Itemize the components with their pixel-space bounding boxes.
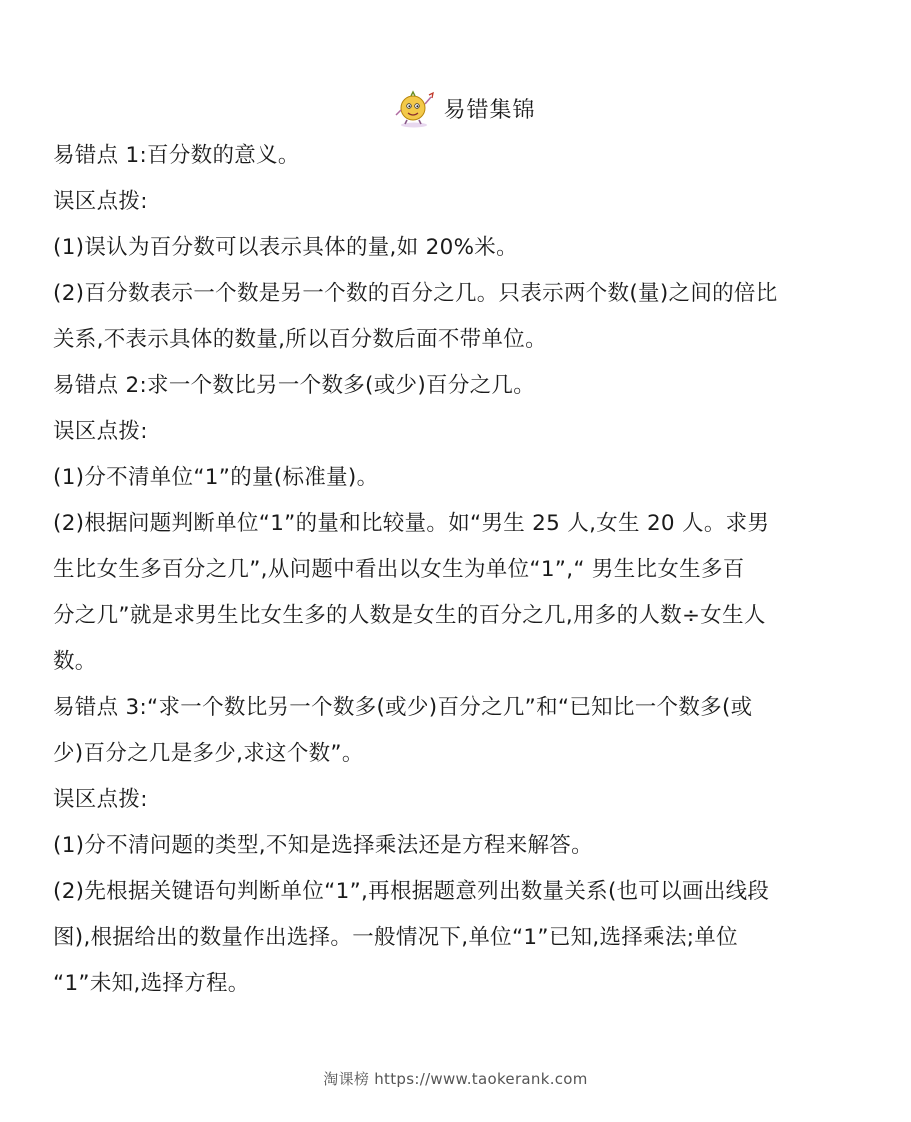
section-header <box>0 86 911 130</box>
text-line: 易错点 2:求一个数比另一个数多(或少)百分之几。 <box>53 373 536 398</box>
text-line: (1)分不清单位“1”的量(标准量)。 <box>53 465 379 490</box>
text-line: 误区点拨: <box>53 787 148 812</box>
text-line: 图),根据给出的数量作出选择。一般情况下,单位“1”已知,选择乘法;单位 <box>53 925 738 950</box>
text-line: (2)百分数表示一个数是另一个数的百分之几。只表示两个数(量)之间的倍比 <box>53 281 778 306</box>
text-line: 生比女生多百分之几”,从问题中看出以女生为单位“1”,“ 男生比女生多百 <box>53 557 745 582</box>
text-line: (1)误认为百分数可以表示具体的量,如 20%米。 <box>53 235 518 260</box>
text-line: 数。 <box>53 649 97 674</box>
content-body <box>53 133 865 1007</box>
text-line: 关系,不表示具体的数量,所以百分数后面不带单位。 <box>53 327 547 352</box>
text-line: 易错点 1:百分数的意义。 <box>53 143 300 168</box>
text-line: “1”未知,选择方程。 <box>53 971 250 996</box>
text-line: 易错点 3:“求一个数比另一个数多(或少)百分之几”和“已知比一个数多(或 <box>53 695 753 720</box>
text-line: 误区点拨: <box>53 419 148 444</box>
text-line: 少)百分之几是多少,求这个数”。 <box>53 741 364 766</box>
text-line: (2)先根据关键语句判断单位“1”,再根据题意列出数量关系(也可以画出线段 <box>53 879 770 904</box>
text-line: 误区点拨: <box>53 189 148 214</box>
page-title: 易错集锦 <box>443 97 536 123</box>
text-line: 分之几”就是求男生比女生多的人数是女生的百分之几,用多的人数÷女生人 <box>53 603 766 628</box>
text-line: (2)根据问题判断单位“1”的量和比较量。如“男生 25 人,女生 20 人。求男 <box>53 511 770 536</box>
text-line: (1)分不清问题的类型,不知是选择乘法还是方程来解答。 <box>53 833 593 858</box>
footer-watermark: 淘课榜 https://www.taokerank.com <box>323 1070 588 1088</box>
cartoon-mascot-icon <box>393 88 435 128</box>
